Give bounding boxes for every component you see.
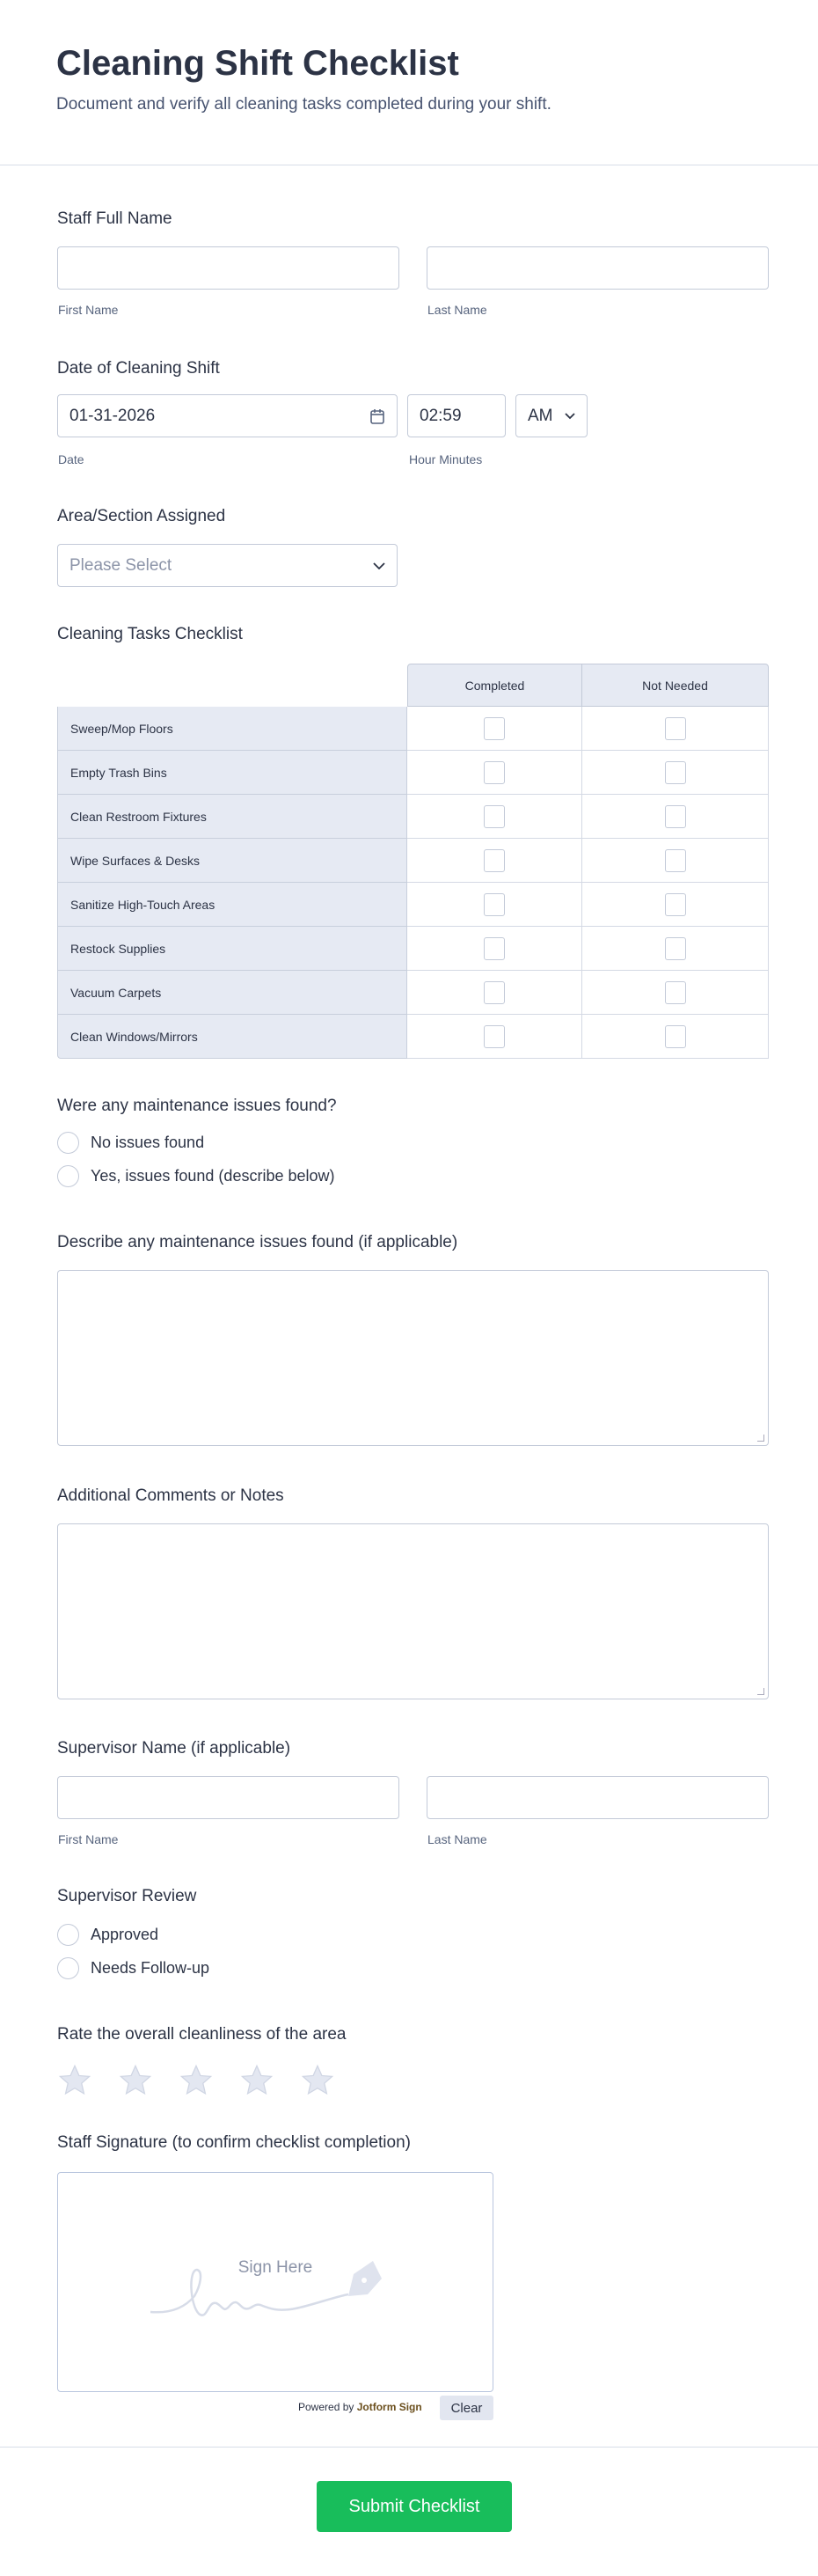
table-row: [57, 883, 769, 927]
rating-star-icon[interactable]: [239, 2064, 274, 2097]
checkbox-completed[interactable]: [484, 761, 505, 784]
rating-star-icon[interactable]: [179, 2064, 214, 2097]
staff-name-label: Staff Full Name: [57, 209, 172, 228]
supervisor-name-label: Supervisor Name (if applicable): [57, 1739, 291, 1758]
task-label: Restock Supplies: [57, 927, 407, 971]
checkbox-completed[interactable]: [484, 893, 505, 916]
task-label: Sweep/Mop Floors: [57, 707, 407, 751]
signature-scribble-icon: [146, 2252, 401, 2331]
radio-circle[interactable]: [57, 1132, 79, 1154]
checkbox-not-needed[interactable]: [665, 893, 686, 916]
submit-button[interactable]: Submit Checklist: [317, 2481, 512, 2532]
clear-signature-button[interactable]: Clear: [440, 2396, 493, 2420]
checkbox-not-needed[interactable]: [665, 849, 686, 872]
checkbox-completed[interactable]: [484, 717, 505, 740]
table-row: [57, 839, 769, 883]
checkbox-completed[interactable]: [484, 981, 505, 1004]
radio-label: Needs Follow-up: [91, 1959, 210, 1977]
ampm-select[interactable]: [515, 394, 588, 437]
sign-here-placeholder: Sign Here: [237, 2258, 313, 2277]
radio-circle[interactable]: [57, 1165, 79, 1187]
task-label: Clean Windows/Mirrors: [57, 1015, 407, 1059]
rating-star-icon[interactable]: [118, 2064, 153, 2097]
checkbox-completed[interactable]: [484, 805, 505, 828]
resize-handle-icon[interactable]: [757, 1688, 764, 1695]
date-value: 01-31-2026: [69, 406, 156, 425]
cell-completed: [407, 971, 582, 1015]
staff-last-name-input[interactable]: [427, 246, 769, 290]
checkbox-not-needed[interactable]: [665, 1025, 686, 1048]
column-header-completed: Completed: [407, 664, 582, 707]
area-select[interactable]: [57, 544, 398, 587]
table-row: [57, 751, 769, 795]
radio-approved[interactable]: [57, 1924, 158, 1946]
shift-date-label: Date of Cleaning Shift: [57, 359, 220, 378]
first-name-sublabel: First Name: [58, 1832, 119, 1846]
supervisor-review-label: Supervisor Review: [57, 1887, 197, 1905]
radio-no-issues[interactable]: [57, 1132, 204, 1154]
radio-issues-found[interactable]: [57, 1165, 335, 1187]
area-placeholder: Please Select: [69, 555, 172, 575]
task-label: Clean Restroom Fixtures: [57, 795, 407, 839]
cell-not-needed: [582, 795, 769, 839]
checkbox-not-needed[interactable]: [665, 805, 686, 828]
supervisor-last-name-input[interactable]: [427, 1776, 769, 1819]
resize-handle-icon[interactable]: [757, 1435, 764, 1442]
last-name-sublabel: Last Name: [427, 1832, 487, 1846]
chevron-down-icon: [565, 413, 575, 420]
checkbox-completed[interactable]: [484, 937, 505, 960]
checkbox-completed[interactable]: [484, 849, 505, 872]
describe-label: Describe any maintenance issues found (if applicable): [57, 1233, 458, 1251]
cell-completed: [407, 927, 582, 971]
supervisor-first-name-input[interactable]: [57, 1776, 399, 1819]
table-row: [57, 971, 769, 1015]
task-label: Vacuum Carpets: [57, 971, 407, 1015]
cell-completed: [407, 707, 582, 751]
cell-not-needed: [582, 883, 769, 927]
tasks-label: Cleaning Tasks Checklist: [57, 625, 243, 643]
table-row: [57, 927, 769, 971]
rating-star-icon[interactable]: [57, 2064, 92, 2097]
cell-completed: [407, 751, 582, 795]
date-sublabel: Date: [58, 452, 84, 466]
signature-label: Staff Signature (to confirm checklist completion): [57, 2133, 411, 2152]
form-title: Cleaning Shift Checklist: [56, 44, 459, 83]
cell-not-needed: [582, 1015, 769, 1059]
form-subtitle: Document and verify all cleaning tasks completed during your shift.: [56, 95, 551, 114]
checkbox-not-needed[interactable]: [665, 761, 686, 784]
cell-completed: [407, 839, 582, 883]
maintenance-label: Were any maintenance issues found?: [57, 1097, 337, 1115]
first-name-sublabel: First Name: [58, 303, 119, 317]
radio-label: No issues found: [91, 1134, 205, 1151]
task-label: Wipe Surfaces & Desks: [57, 839, 407, 883]
column-header-not-needed: Not Needed: [581, 664, 769, 707]
rating-star-icon[interactable]: [300, 2064, 335, 2097]
cell-not-needed: [582, 707, 769, 751]
describe-textarea[interactable]: [57, 1270, 769, 1446]
checkbox-not-needed[interactable]: [665, 937, 686, 960]
table-row: [57, 795, 769, 839]
date-input[interactable]: [57, 394, 398, 437]
cell-completed: [407, 883, 582, 927]
checkbox-not-needed[interactable]: [665, 717, 686, 740]
radio-label: Approved: [91, 1926, 159, 1943]
powered-by-label: Powered by: [298, 2401, 354, 2413]
cell-completed: [407, 795, 582, 839]
task-label: Empty Trash Bins: [57, 751, 407, 795]
radio-label: Yes, issues found (describe below): [91, 1167, 335, 1185]
radio-circle[interactable]: [57, 1924, 79, 1946]
checkbox-completed[interactable]: [484, 1025, 505, 1048]
staff-first-name-input[interactable]: [57, 246, 399, 290]
footer-divider: [0, 2447, 818, 2448]
jotform-sign-brand: Jotform Sign: [356, 2401, 422, 2413]
ampm-value: AM: [528, 406, 553, 425]
cell-not-needed: [582, 927, 769, 971]
checkbox-not-needed[interactable]: [665, 981, 686, 1004]
rating-label: Rate the overall cleanliness of the area: [57, 2025, 347, 2044]
table-row: [57, 1015, 769, 1059]
time-sublabel: Hour Minutes: [409, 452, 483, 466]
cell-completed: [407, 1015, 582, 1059]
last-name-sublabel: Last Name: [427, 303, 487, 317]
task-label: Sanitize High-Touch Areas: [57, 883, 407, 927]
cell-not-needed: [582, 971, 769, 1015]
powered-by-text: [298, 2401, 422, 2413]
chevron-down-icon: [373, 562, 385, 569]
area-label: Area/Section Assigned: [57, 507, 226, 525]
table-row: [57, 707, 769, 751]
cell-not-needed: [582, 751, 769, 795]
comments-label: Additional Comments or Notes: [57, 1486, 284, 1505]
cell-not-needed: [582, 839, 769, 883]
radio-needs-follow-up[interactable]: [57, 1957, 209, 1979]
comments-textarea[interactable]: [57, 1523, 769, 1699]
signature-pad[interactable]: [57, 2172, 493, 2392]
time-input[interactable]: 02:59: [407, 394, 506, 437]
calendar-icon[interactable]: [369, 407, 385, 425]
radio-circle[interactable]: [57, 1957, 79, 1979]
